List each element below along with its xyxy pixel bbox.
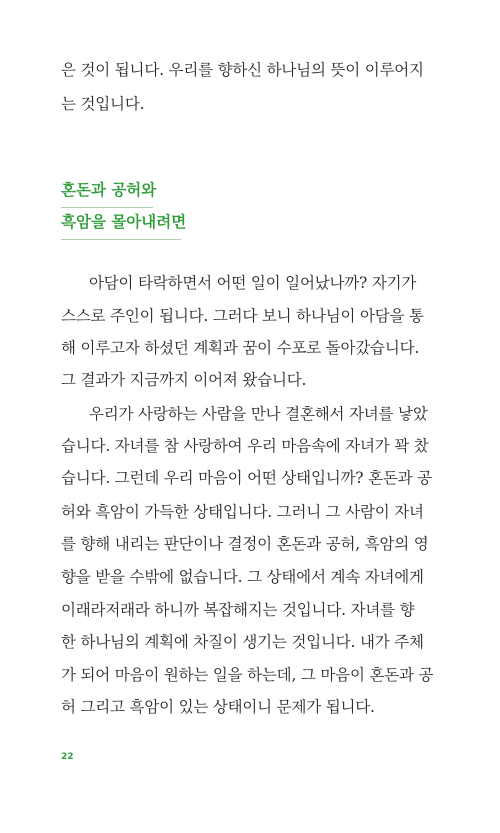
paragraph-2-line-4: 허와 흑암이 가득한 상태입니다. 그러니 그 사람이 자녀 (61, 503, 424, 521)
intro-line-2: 는 것입니다. (61, 95, 145, 113)
paragraph-2-line-10: 허 그리고 흑암이 있는 상태이니 문제가 됩니다. (61, 698, 375, 716)
paragraph-2-line-3: 습니다. 그런데 우리 마음이 어떤 상태입니까? 혼돈과 공 (61, 469, 432, 487)
paragraph-1-line-4: 그 결과가 지금까지 이어져 왔습니다. (61, 371, 307, 389)
paragraph-1-line-1: 아담이 타락하면서 어떤 일이 일어났나까? 자기가 (89, 274, 417, 292)
paragraph-2-line-6: 향을 받을 수밖에 없습니다. 그 상태에서 계속 자녀에게 (61, 568, 424, 586)
paragraph-2-line-8: 한 하나님의 계획에 차질이 생기는 것입니다. 내가 주체 (61, 633, 424, 651)
paragraph-2-line-7: 이래라저래라 하니까 복잡해지는 것입니다. 자녀를 향 (61, 601, 415, 619)
paragraph-1-line-2: 스스로 주인이 됩니다. 그러다 보니 하나님이 아담을 통 (61, 307, 424, 325)
section-heading-line-2: 흑암을 몰아내려면 (61, 212, 181, 240)
intro-line-1: 은 것이 됩니다. 우리를 향하신 하나님의 뜻이 이루어지 (61, 61, 424, 79)
page-number: 22 (61, 752, 74, 762)
paragraph-1-line-3: 해 이루고자 하셨던 계획과 꿈이 수포로 돌아갔습니다. (61, 339, 420, 357)
paragraph-2-line-2: 습니다. 자녀를 참 사랑하여 우리 마음속에 자녀가 꽉 찼 (61, 437, 429, 455)
paragraph-2-line-5: 를 향해 내리는 판단이나 결정이 혼돈과 공허, 흑암의 영 (61, 535, 429, 553)
paragraph-2-line-1: 우리가 사랑하는 사람을 만나 결혼해서 자녀를 낳았 (89, 405, 428, 423)
section-heading-line-1: 혼돈과 공허와 (61, 180, 153, 208)
paragraph-2-line-9: 가 되어 마음이 원하는 일을 하는데, 그 마음이 혼돈과 공 (61, 666, 434, 684)
